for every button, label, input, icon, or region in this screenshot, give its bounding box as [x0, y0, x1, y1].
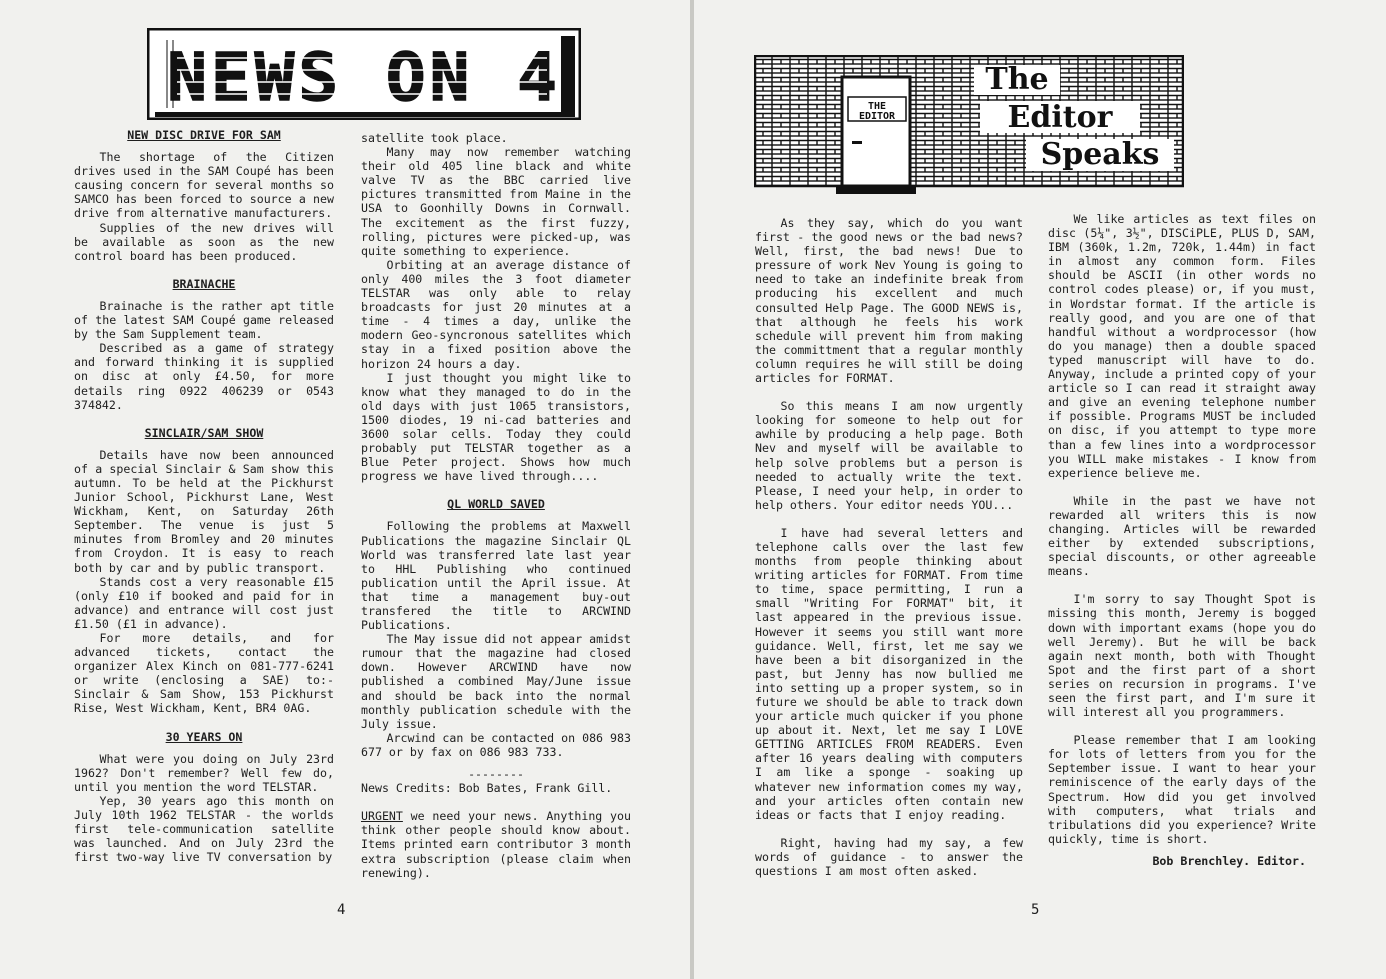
paragraph: Stands cost a very reasonable £15 (only £10 if booked and paid for in advance) and entrance will cost just £1.50 (£1 in advance). — [74, 574, 334, 631]
spacer — [74, 291, 334, 299]
the-editor-speaks-banner — [754, 55, 1184, 195]
spacer — [755, 822, 1023, 836]
paragraph: Described as a game of strategy and forward thinking it is supplied on disc at only £4.50, for more details ring 0922 406239 or 0543 374842. — [74, 341, 334, 412]
spacer — [74, 440, 334, 448]
spacer — [361, 483, 631, 497]
spacer — [74, 142, 334, 150]
paragraph: The shortage of the Citizen drives used in the SAM Coupé has been causing concern for several months so SAMCO has been forced to source a new drive from alternative manufacturers. — [74, 150, 334, 221]
spacer — [74, 744, 334, 752]
urgent-note — [361, 809, 631, 879]
paragraph: Arcwind can be contacted on 086 983 677 or by fax on 086 983 733. — [361, 730, 631, 759]
paragraph: Supplies of the new drives will be available as soon as the new control board has been produced. — [74, 220, 334, 263]
urgent-label: URGENT — [361, 809, 403, 824]
paragraph: Right, having had my say, a few words of guidance - to answer the questions I am most often asked. — [755, 835, 1023, 879]
paragraph: For more details, and for advanced tickets, contact the organizer Alex Kinch on 081-777-6241 or write (enclosing a SAE) to:- Sinclair & Sam Show, 153 Pickhurst Rise, West Wickham, Kent, BR4 0AG. — [74, 631, 334, 716]
paragraph: Many may now remember watching their old 405 line black and white valve TV as the BBC carried live pictures transmitted from Maine in the USA to Goonhilly Downs in Cornwall. The excitement as the first fuzzy, rolling, pictures were picked-up, was quite something to experience. — [361, 145, 631, 258]
editor-signature: Bob Brenchley. Editor. — [1152, 853, 1306, 868]
spacer — [361, 795, 631, 809]
paragraph: Yep, 30 years ago this month on July 10th 1962 TELSTAR - the worlds first tele-communication satellite was launched. And on July 23rd the first two-way live TV conversation by — [74, 793, 334, 865]
banner-word-the: The — [985, 62, 1049, 97]
spacer — [361, 759, 631, 767]
urgent-text: we need your news. Anything you think other people should know about. Items printed earn contributor 3 month extra subscription (please claim when renewing). — [361, 809, 631, 880]
separator: -------- — [468, 767, 524, 782]
section-heading: NEW DISC DRIVE FOR SAM — [127, 128, 281, 142]
spacer — [755, 512, 1023, 526]
section-heading: BRAINACHE — [172, 276, 236, 291]
paragraph: Brainache is the rather apt title of the latest SAM Coupé game released by the Sam Supplement team. — [74, 298, 334, 342]
section-heading: SINCLAIR/SAM SHOW — [144, 425, 264, 440]
banner-word-speaks: Speaks — [1040, 137, 1160, 172]
paragraph: What were you doing on July 23rd 1962? Don't remember? Well few do, until you mention the word TELSTAR. — [74, 751, 334, 794]
paragraph: I have had several letters and telephone calls over the last few months from people thinking about writing articles for FORMAT. From time to time, space permitting, I run a small "Writing For FORMAT" bit, it last appeared in the previous issue. However it seems you still want more guidance. Well, first, let me say we have been a bit disorganized in the past, but Jenny has now bullied me into setting up a proper system, so in future we should be able to track down your article much quicker if you phone up about it. Next, let me say I LOVE GETTING ARTICLES FROM READERS. Even after 16 years dealing with computers I am like a sponge - soaking up whatever new information comes my way, and your articles often contain new ideas or facts that I enjoy reading. — [755, 525, 1023, 822]
spacer — [74, 412, 334, 426]
door-sign-line2: EDITOR — [858, 111, 896, 122]
door-handle-icon — [852, 141, 862, 144]
left-column-1 — [74, 128, 334, 864]
paragraph: I'm sorry to say Thought Spot is missing this month, Jeremy is bogged down with important exams (hope you do well Jeremy). But he will be back again next month, both with Thought Spot and the first part of a short series on recursion in programs. I've seen the first part, and I'm sure it will interest all you programmers. — [1048, 592, 1316, 720]
paragraph: Following the problems at Maxwell Publications the magazine Sinclair QL World was transferred late last year to HHL Publishing who continued publication until the April issue. At that time a management buy-out transfered the title to ARCWIND Publications. — [361, 519, 631, 633]
page-number-right: 5 — [1031, 902, 1040, 918]
section-heading: QL WORLD SAVED — [447, 497, 545, 512]
door-sign-line1: THE — [867, 101, 887, 112]
banner-word-editor: Editor — [1007, 100, 1113, 135]
paragraph: Please remember that I am looking for lots of letters from you for the September issue. I want to hear your reminiscence of the early days of the Spectrum. How did you get involved with computers, what trials and tribulations did you experience? Write quickly, time is short. — [1048, 733, 1316, 846]
paragraph: News Credits: Bob Bates, Frank Gill. — [361, 781, 613, 796]
paragraph: While in the past we have not rewarded all writers this is now changing. Articles will be rewarded either by extended subscriptions, special discounts, or other agreeable means. — [1048, 493, 1316, 579]
paragraph: So this means I am now urgently looking for someone to help out for awhile by producing a help page. Both Nev and myself will be available to help solve problems but a person is needed to actually write the text. Please, I need your help, in order to help others. Your editor needs YOU... — [755, 399, 1023, 512]
masthead-text: NEWS ON 4 — [167, 39, 561, 116]
spacer — [1048, 846, 1316, 854]
right-column-1 — [755, 216, 1023, 878]
right-column-2 — [1048, 212, 1316, 868]
paragraph: Details have now been announced of a special Sinclair & Sam show this autumn. To be held at the Pickhurst Junior School, Pickhurst Lane, West Wickham, Kent, on Saturday 26th September. The venue is just 5 minutes from Bromley and 20 minutes from Croydon. It is easy to reach both by car and by public transport. — [74, 447, 334, 575]
spacer — [74, 716, 334, 730]
spacer — [361, 511, 631, 519]
paragraph: Orbiting at an average distance of only 400 miles the 3 foot diameter TELSTAR was only able to relay broadcasts for just 20 minutes at a time - 4 times a day, unlike the modern Geo-syncronous satellites which stay in a fixed position above the horizon 24 hours a day. — [361, 257, 631, 371]
spacer — [1048, 719, 1316, 733]
paragraph: The May issue did not appear amidst rumour that the magazine had closed down. However ARCWIND have now published a combined May/June issue and should be back into the normal monthly publication schedule with the July issue. — [361, 632, 631, 731]
door-step — [836, 186, 916, 194]
paragraph: As they say, which do you want first - the good news or the bad news? Well, first, the bad news! Due to pressure of work Nev Young is going to need to take an indefinite break from producing his excellent and much consulted Help Page. The GOOD NEWS is, that although he feels his work schedule will prevent him from making the committment that a regular monthly column requires he will still be doing articles for FORMAT. — [755, 216, 1023, 386]
spacer — [74, 263, 334, 277]
spacer — [1048, 578, 1316, 592]
left-column-2 — [361, 131, 631, 880]
page-number-left: 4 — [337, 902, 346, 918]
paragraph: satellite took place. — [361, 131, 508, 145]
paragraph: I just thought you might like to know what they managed to do in the old days with just 1065 transistors, 1500 diodes, 19 ni-cad batteries and 3600 solar cells. Today they could probably put TELSTAR together as a Blue Peter project. Shows how much progress we have lived through.... — [361, 370, 631, 484]
news-on-4-masthead — [147, 28, 581, 120]
paragraph: We like articles as text files on disc (5¼", 3½", DISCiPLE, PLUS D, SAM, IBM (360k, 1.2m, 720k, 1.44m) in fact in almost any common form. Files should be ASCII (in other words no control codes please) or, if you must, in Wordstar format. If the article is really good, and you are one of that handful without a wordprocessor (how do you manage) then a double spaced typed manuscript will have to do. Anyway, include a printed copy of your article so I can read it straight away and give an evening telephone number if possible. Programs MUST be included on disc, if you attempt to type more than a few lines into a wordprocessor you WILL make mistakes - I know from experience believe me. — [1048, 212, 1316, 480]
spacer — [755, 385, 1023, 399]
left-page — [0, 0, 690, 979]
spacer — [1048, 480, 1316, 494]
section-heading: 30 YEARS ON — [165, 729, 243, 744]
